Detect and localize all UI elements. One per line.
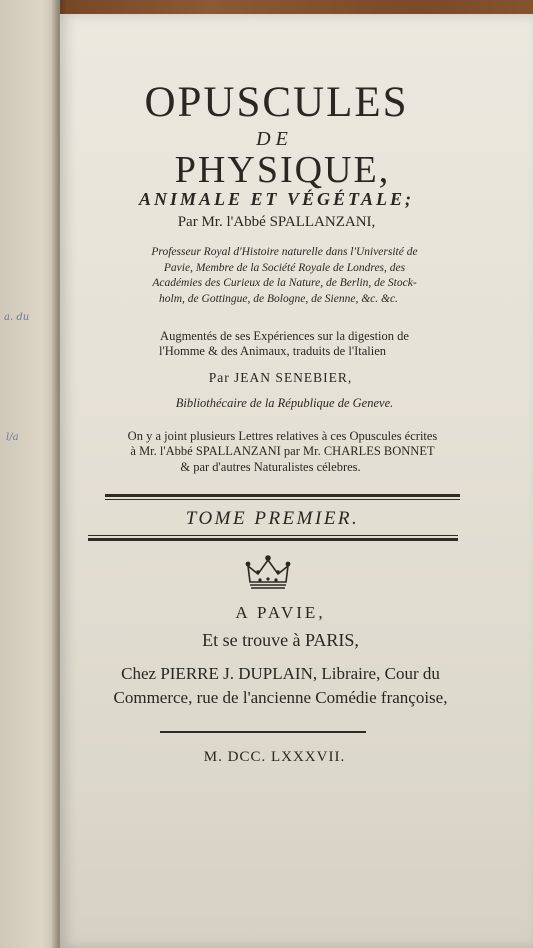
joint-line: & par d'autres Naturalistes célebres. (180, 460, 361, 474)
margin-note-2: l/a (6, 432, 19, 443)
imprint-place: A PAVIE, (235, 603, 326, 622)
translator-line: Par JEAN SENEBIER, (208, 370, 353, 385)
author-line: Par Mr. l'Abbé SPALLANZANI, (177, 214, 376, 230)
crown-icon (244, 552, 292, 592)
rule-top-upper (105, 494, 460, 497)
margin-note-1: a. du (4, 312, 30, 323)
publisher-line: Commerce, rue de l'ancienne Comédie françoise, (113, 688, 448, 707)
imprint-date: M. DCC. LXXXVII. (203, 749, 346, 765)
joint-line: à Mr. l'Abbé SPALLANZANI par Mr. CHARLES BONNET (130, 444, 435, 458)
credentials-line: holm, de Gottingue, de Bologne, de Sienne, &c. &c. (159, 293, 398, 305)
augmentes-line: Augmentés de ses Expériences sur la digestion de (160, 329, 409, 343)
translator-role: Bibliothécaire de la République de Geneve. (175, 396, 394, 410)
augmentes-line: l'Homme & des Animaux, traduits de l'Italien (158, 344, 387, 358)
title-line-opuscules: OPUSCULES (144, 79, 409, 126)
publisher-line: Chez PIERRE J. DUPLAIN, Libraire, Cour du (121, 664, 440, 683)
rule-top-lower (105, 499, 460, 500)
title-line-physique: PHYSIQUE, (174, 149, 391, 191)
title-line-animale: ANIMALE ET VÉGÉTALE; (138, 189, 415, 209)
rule-bottom-lower (88, 538, 458, 541)
imprint-sold-at: Et se trouve à PARIS, (202, 630, 359, 650)
credentials-line: Professeur Royal d'Histoire naturelle dans l'Université de (151, 246, 418, 258)
title-line-de: DE (256, 128, 293, 150)
credentials-line: Académies des Curieux de la Nature, de Berlin, de Stock- (152, 277, 417, 289)
credentials-line: Pavie, Membre de la Société Royale de Londres, des (163, 262, 406, 274)
rule-date-top (160, 731, 366, 733)
volume-label: TOME PREMIER. (185, 508, 360, 529)
joint-line: On y a joint plusieurs Lettres relatives à ces Opuscules écrites (127, 429, 438, 443)
rule-bottom-upper (88, 535, 458, 536)
